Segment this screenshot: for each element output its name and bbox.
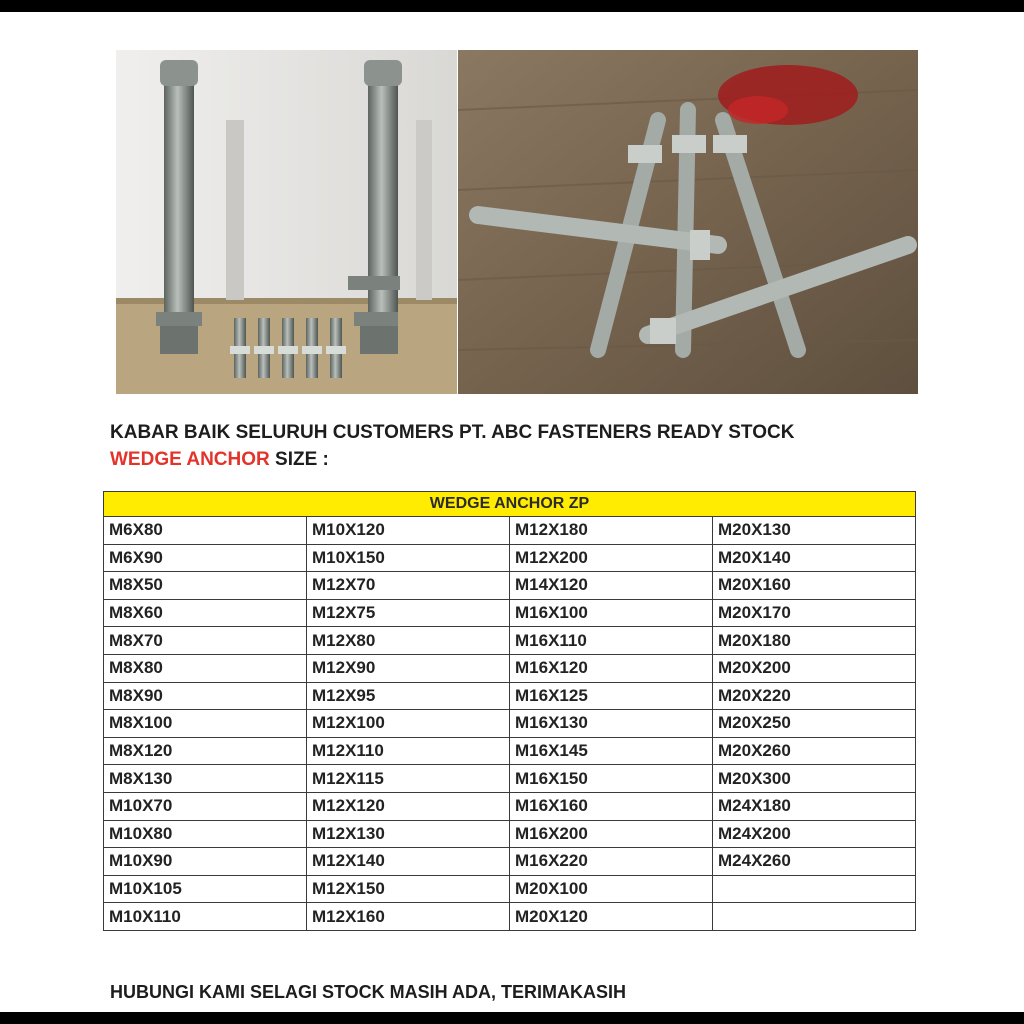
table-row xyxy=(104,903,916,931)
size-cell: M20X220 xyxy=(713,682,916,710)
size-cell: M20X140 xyxy=(713,544,916,572)
table-row xyxy=(104,820,916,848)
size-cell: M20X200 xyxy=(713,654,916,682)
size-cell: M20X170 xyxy=(713,599,916,627)
table-row xyxy=(104,572,916,600)
size-cell: M8X60 xyxy=(104,599,307,627)
size-cell: M24X200 xyxy=(713,820,916,848)
size-cell: M24X260 xyxy=(713,848,916,876)
size-cell: M16X160 xyxy=(510,792,713,820)
size-cell: M14X120 xyxy=(510,572,713,600)
table-row xyxy=(104,848,916,876)
table-row xyxy=(104,517,916,545)
size-cell: M12X140 xyxy=(307,848,510,876)
size-cell: M10X80 xyxy=(104,820,307,848)
size-cell: M20X300 xyxy=(713,765,916,793)
size-cell: M8X120 xyxy=(104,737,307,765)
size-cell: M12X160 xyxy=(307,903,510,931)
size-cell: M8X80 xyxy=(104,654,307,682)
size-cell: M20X160 xyxy=(713,572,916,600)
size-cell: M12X80 xyxy=(307,627,510,655)
table-row xyxy=(104,627,916,655)
size-cell: M16X100 xyxy=(510,599,713,627)
table-title: WEDGE ANCHOR ZP xyxy=(104,492,916,517)
size-subheading xyxy=(110,449,329,471)
size-cell: M12X75 xyxy=(307,599,510,627)
size-cell: M20X130 xyxy=(713,517,916,545)
size-cell: M12X200 xyxy=(510,544,713,572)
contact-footer: HUBUNGI KAMI SELAGI STOCK MASIH ADA, TERIMAKASIH xyxy=(110,982,627,1002)
table-row xyxy=(104,875,916,903)
size-cell: M10X120 xyxy=(307,517,510,545)
size-cell: M16X150 xyxy=(510,765,713,793)
size-cell: M12X100 xyxy=(307,710,510,738)
size-cell: M20X120 xyxy=(510,903,713,931)
size-cell: M12X70 xyxy=(307,572,510,600)
size-cell: M12X150 xyxy=(307,875,510,903)
table-row xyxy=(104,737,916,765)
size-cell: M20X260 xyxy=(713,737,916,765)
size-cell: M16X145 xyxy=(510,737,713,765)
wedge-anchor-photo-left xyxy=(116,50,457,394)
announcement-heading: KABAR BAIK SELURUH CUSTOMERS PT. ABC FASTENERS READY STOCK xyxy=(110,422,795,443)
size-cell: M10X105 xyxy=(104,875,307,903)
size-cell: M24X180 xyxy=(713,792,916,820)
size-cell: M20X250 xyxy=(713,710,916,738)
size-cell: M8X50 xyxy=(104,572,307,600)
table-row xyxy=(104,710,916,738)
size-cell: M12X130 xyxy=(307,820,510,848)
anchor-standing-image xyxy=(116,50,457,394)
product-name: WEDGE ANCHOR xyxy=(110,449,270,470)
size-cell: M20X100 xyxy=(510,875,713,903)
size-cell: M10X110 xyxy=(104,903,307,931)
size-cell: M12X120 xyxy=(307,792,510,820)
size-cell: M6X90 xyxy=(104,544,307,572)
size-cell xyxy=(713,875,916,903)
size-cell: M8X130 xyxy=(104,765,307,793)
table-row xyxy=(104,599,916,627)
size-cell: M10X90 xyxy=(104,848,307,876)
size-cell xyxy=(713,903,916,931)
size-cell: M16X110 xyxy=(510,627,713,655)
wedge-anchor-photo-right xyxy=(458,50,918,394)
flyer xyxy=(0,12,1024,1012)
size-cell: M20X180 xyxy=(713,627,916,655)
size-cell: M16X200 xyxy=(510,820,713,848)
size-cell: M8X90 xyxy=(104,682,307,710)
size-cell: M16X125 xyxy=(510,682,713,710)
size-cell: M12X115 xyxy=(307,765,510,793)
table-row xyxy=(104,792,916,820)
table-row xyxy=(104,765,916,793)
size-cell: M10X70 xyxy=(104,792,307,820)
size-cell: M16X220 xyxy=(510,848,713,876)
size-cell: M12X110 xyxy=(307,737,510,765)
size-cell: M6X80 xyxy=(104,517,307,545)
anchor-on-wood-image xyxy=(458,50,918,394)
size-cell: M8X100 xyxy=(104,710,307,738)
table-row xyxy=(104,682,916,710)
size-cell: M8X70 xyxy=(104,627,307,655)
size-cell: M12X180 xyxy=(510,517,713,545)
size-cell: M16X120 xyxy=(510,654,713,682)
size-cell: M10X150 xyxy=(307,544,510,572)
table-row xyxy=(104,544,916,572)
size-cell: M16X130 xyxy=(510,710,713,738)
table-row xyxy=(104,654,916,682)
size-table xyxy=(103,491,916,931)
size-cell: M12X90 xyxy=(307,654,510,682)
size-cell: M12X95 xyxy=(307,682,510,710)
size-label: SIZE : xyxy=(269,449,329,470)
